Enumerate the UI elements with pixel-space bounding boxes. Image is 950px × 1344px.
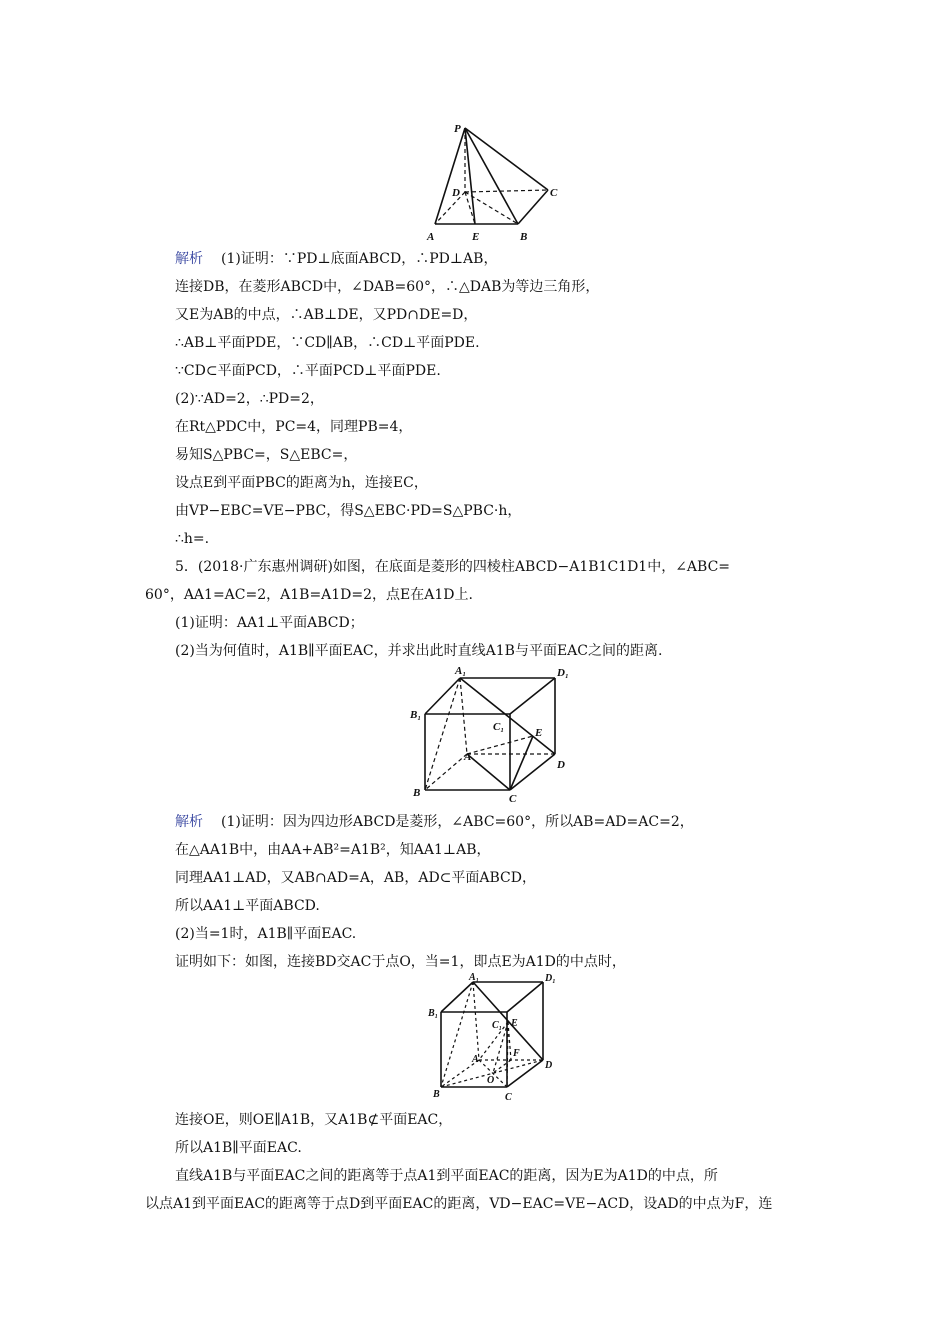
- label-P: P: [454, 123, 461, 135]
- label-B: B: [520, 231, 528, 243]
- solution1-line: 又E为AB的中点，∴AB⊥DE，又PD∩DE=D，: [175, 307, 478, 323]
- solution2-line: 在△AA1B中，由AA+AB²=A1B²，知AA1⊥AB，: [175, 842, 491, 858]
- label-C1: C₁: [493, 721, 505, 733]
- label-E: E: [535, 727, 543, 739]
- solution1-line: ∴h=.: [175, 531, 210, 547]
- solution2-line: (2)当=1时，A1B∥平面EAC.: [175, 926, 357, 942]
- solution1-line: 易知S△PBC=，S△EBC=，: [175, 447, 358, 463]
- label-C: C: [505, 1092, 512, 1103]
- solution3-paragraph: 以点A1到平面EAC的距离等于点D到平面EAC的距离，VD−EAC=VE−ACD，设AD的中点为F，连: [145, 1196, 773, 1212]
- label-D: D: [557, 759, 565, 771]
- label-B: B: [413, 787, 421, 799]
- label-B1: B₁: [428, 1008, 439, 1019]
- solution2-line: [175, 812, 694, 832]
- solution2-line: 所以AA1⊥平面ABCD.: [175, 898, 320, 914]
- solution3-line: 所以A1B∥平面EAC.: [175, 1140, 302, 1156]
- label-F: F: [513, 1048, 520, 1059]
- solution1-line: 在Rt△PDC中，PC=4，同理PB=4，: [175, 419, 413, 435]
- label-E: E: [511, 1018, 518, 1029]
- label-C1: C₁: [492, 1020, 503, 1031]
- problem5-statement: 5．(2018·广东惠州调研)如图，在底面是菱形的四棱柱ABCD−A1B1C1D1中，∠ABC=: [175, 559, 731, 575]
- prism-figure-with-midpoints: [425, 972, 570, 1104]
- solution3-line: 连接OE，则OE∥A1B，又A1B⊄平面EAC，: [175, 1112, 453, 1128]
- solution1-line: [175, 249, 497, 269]
- label-A1: A₁: [469, 972, 480, 983]
- label-A: A: [427, 231, 435, 243]
- solution1-line: 由VP−EBC=VE−PBC，得S△EBC·PD=S△PBC·h，: [175, 503, 522, 519]
- solution1-line: ∵CD⊂平面PCD，∴平面PCD⊥平面PDE.: [175, 363, 441, 379]
- solution1-line: 设点E到平面PBC的距离为h，连接EC，: [175, 475, 428, 491]
- solution1-text: (1)证明：∵PD⊥底面ABCD，∴PD⊥AB，: [221, 251, 498, 267]
- problem5-part1: (1)证明：AA1⊥平面ABCD；: [175, 615, 364, 631]
- jiexi-label: 解析: [175, 814, 203, 830]
- problem5-statement: 60°，AA1=AC=2，A1B=A1D=2，点E在A1D上.: [145, 587, 473, 603]
- solution1-line: 连接DB，在菱形ABCD中，∠DAB=60°，∴△DAB为等边三角形，: [175, 279, 600, 295]
- label-D: D: [545, 1060, 553, 1071]
- solution3-paragraph: 直线A1B与平面EAC之间的距离等于点A1到平面EAC的距离，因为E为A1D的中点，所: [175, 1168, 718, 1184]
- solution2-line: 证明如下：如图，连接BD交AC于点O，当=1，即点E为A1D的中点时，: [175, 954, 626, 970]
- label-A: A: [472, 1054, 479, 1065]
- label-D1: D₁: [557, 667, 569, 679]
- label-A1: A₁: [455, 665, 467, 677]
- solution2-text: (1)证明：因为四边形ABCD是菱形，∠ABC=60°，所以AB=AD=AC=2，: [221, 814, 694, 830]
- label-D: D: [452, 187, 460, 199]
- label-B1: B₁: [410, 709, 422, 721]
- label-C: C: [509, 793, 517, 805]
- label-B: B: [433, 1089, 440, 1100]
- jiexi-label: 解析: [175, 251, 203, 267]
- label-A: A: [464, 751, 472, 763]
- solution1-line: (2)∵AD=2，∴PD=2，: [175, 391, 324, 407]
- label-D1: D₁: [545, 973, 556, 984]
- solution2-line: 同理AA1⊥AD，又AB∩AD=A，AB，AD⊂平面ABCD，: [175, 870, 536, 886]
- pyramid-figure: [420, 118, 560, 246]
- label-O: O: [487, 1075, 495, 1086]
- label-C: C: [550, 187, 558, 199]
- problem5-part2: (2)当为何值时，A1B∥平面EAC，并求出此时直线A1B与平面EAC之间的距离.: [175, 643, 663, 659]
- label-E: E: [472, 231, 480, 243]
- solution1-line: ∴AB⊥平面PDE，∵CD∥AB，∴CD⊥平面PDE.: [175, 335, 480, 351]
- prism-figure: [405, 662, 580, 807]
